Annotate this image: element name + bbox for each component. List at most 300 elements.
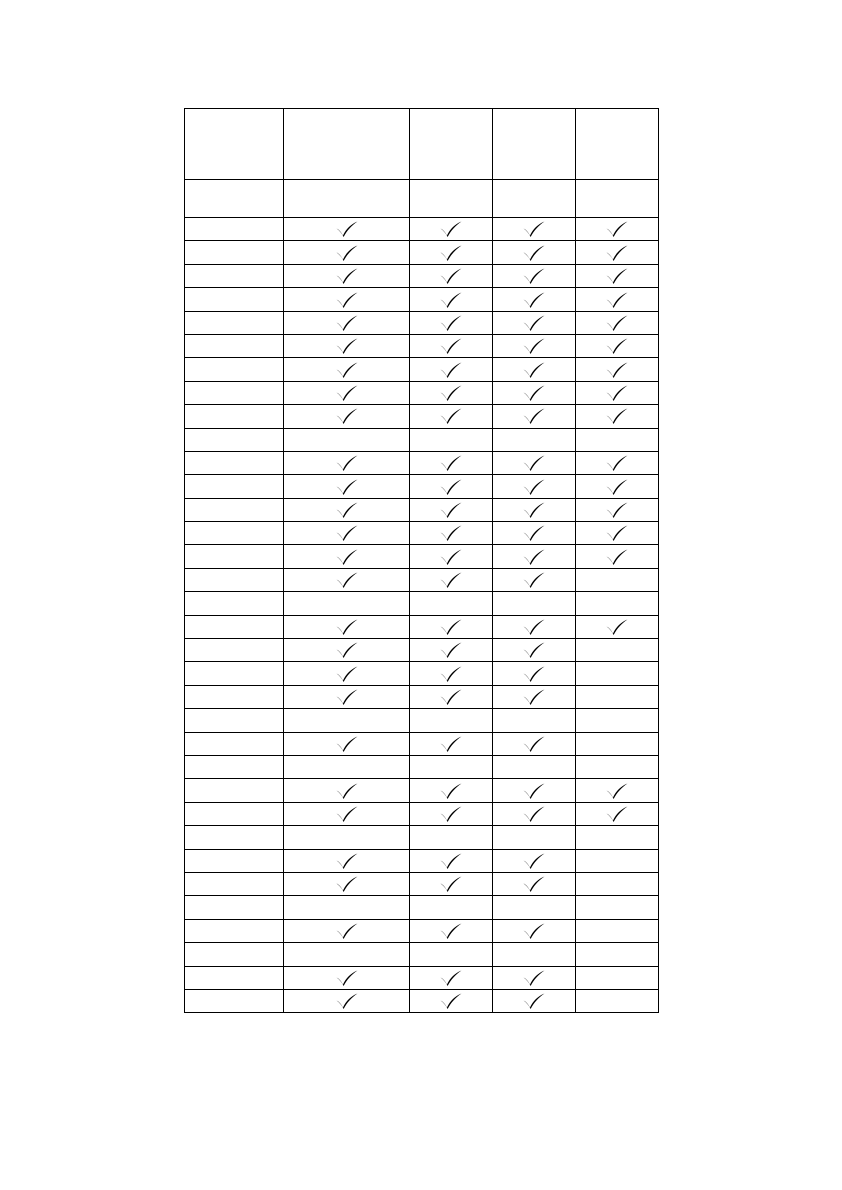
row-label (185, 264, 284, 287)
check-cell (284, 639, 410, 662)
check-cell (493, 732, 576, 755)
checkmark-icon (522, 501, 546, 519)
row-label (185, 568, 284, 591)
check-cell (410, 498, 493, 521)
row-label (185, 685, 284, 708)
check-cell (493, 428, 576, 451)
checklist-table (184, 108, 659, 1013)
row-label (185, 405, 284, 428)
checkmark-icon (439, 407, 463, 425)
table-row (185, 896, 659, 919)
checkmark-icon (335, 571, 359, 589)
header-row-cell (284, 109, 410, 180)
checkmark-icon (335, 805, 359, 823)
check-cell (410, 709, 493, 732)
subheader-row-cell (576, 180, 659, 218)
check-cell (493, 545, 576, 568)
check-cell (493, 966, 576, 989)
checkmark-icon (522, 291, 546, 309)
table-row (185, 662, 659, 685)
checkmark-icon (522, 735, 546, 753)
check-cell (284, 592, 410, 615)
table-row (185, 615, 659, 638)
checkmark-icon (439, 384, 463, 402)
checkmark-icon (522, 688, 546, 706)
checkmark-icon (522, 454, 546, 472)
checkmark-icon (335, 267, 359, 285)
checkmark-icon (439, 548, 463, 566)
table-row (185, 755, 659, 778)
check-cell (410, 849, 493, 872)
check-cell (284, 849, 410, 872)
check-cell (284, 428, 410, 451)
row-label (185, 662, 284, 685)
check-cell (493, 592, 576, 615)
check-cell (493, 381, 576, 404)
checkmark-icon (605, 291, 629, 309)
check-cell (493, 779, 576, 802)
check-cell (284, 568, 410, 591)
check-cell (576, 685, 659, 708)
check-cell (576, 966, 659, 989)
checkmark-icon (335, 384, 359, 402)
checkmark-icon (605, 361, 629, 379)
row-label (185, 989, 284, 1012)
check-cell (576, 919, 659, 942)
table-row (185, 592, 659, 615)
table-row (185, 919, 659, 942)
check-cell (493, 358, 576, 381)
table-row (185, 545, 659, 568)
checkmark-icon (439, 267, 463, 285)
row-label (185, 872, 284, 895)
table-row (185, 685, 659, 708)
check-cell (493, 568, 576, 591)
row-label (185, 311, 284, 334)
checkmark-icon (335, 524, 359, 542)
check-cell (493, 522, 576, 545)
checkmark-icon (335, 735, 359, 753)
check-cell (576, 241, 659, 264)
check-cell (493, 615, 576, 638)
check-cell (284, 779, 410, 802)
checkmark-icon (522, 805, 546, 823)
checkmark-icon (335, 337, 359, 355)
checkmark-icon (335, 641, 359, 659)
check-cell (284, 334, 410, 357)
checkmark-icon (605, 337, 629, 355)
row-label (185, 592, 284, 615)
check-cell (284, 755, 410, 778)
checkmark-icon (335, 688, 359, 706)
check-cell (576, 732, 659, 755)
check-cell (410, 451, 493, 474)
check-cell (576, 405, 659, 428)
check-cell (493, 872, 576, 895)
row-label (185, 358, 284, 381)
checkmark-icon (439, 571, 463, 589)
checkmark-icon (439, 805, 463, 823)
checkmark-icon (522, 618, 546, 636)
table-row (185, 872, 659, 895)
checkmark-icon (335, 852, 359, 870)
check-cell (410, 358, 493, 381)
row-label (185, 966, 284, 989)
check-cell (493, 802, 576, 825)
header-row-cell (576, 109, 659, 180)
checkmark-icon (439, 220, 463, 238)
checkmark-icon (605, 267, 629, 285)
checkmark-icon (605, 478, 629, 496)
check-cell (284, 311, 410, 334)
check-cell (410, 334, 493, 357)
checkmark-icon (335, 454, 359, 472)
checkmark-icon (605, 314, 629, 332)
check-cell (576, 522, 659, 545)
check-cell (410, 779, 493, 802)
check-cell (576, 872, 659, 895)
check-cell (576, 755, 659, 778)
check-cell (284, 685, 410, 708)
checkmark-icon (439, 992, 463, 1010)
check-cell (576, 943, 659, 966)
check-cell (493, 943, 576, 966)
check-cell (493, 288, 576, 311)
check-cell (493, 849, 576, 872)
checkmark-icon (605, 220, 629, 238)
checkmark-icon (522, 220, 546, 238)
row-label (185, 755, 284, 778)
check-cell (493, 311, 576, 334)
row-label (185, 522, 284, 545)
checkmark-icon (522, 478, 546, 496)
table-row (185, 311, 659, 334)
checkmark-icon (439, 501, 463, 519)
check-cell (576, 428, 659, 451)
table-row (185, 568, 659, 591)
check-cell (576, 802, 659, 825)
table-row (185, 334, 659, 357)
check-cell (284, 218, 410, 241)
table-row (185, 218, 659, 241)
checkmark-icon (439, 735, 463, 753)
check-cell (410, 919, 493, 942)
check-cell (493, 241, 576, 264)
checkmark-icon (522, 524, 546, 542)
check-cell (284, 241, 410, 264)
check-cell (493, 639, 576, 662)
checkmark-icon (335, 407, 359, 425)
row-label (185, 451, 284, 474)
row-label (185, 802, 284, 825)
check-cell (410, 475, 493, 498)
checkmark-icon (335, 875, 359, 893)
check-cell (410, 592, 493, 615)
subheader-row-cell (493, 180, 576, 218)
checkmark-icon (439, 314, 463, 332)
check-cell (493, 475, 576, 498)
checkmark-icon (439, 969, 463, 987)
check-cell (576, 662, 659, 685)
check-cell (410, 288, 493, 311)
table-row (185, 288, 659, 311)
checkmark-icon (522, 782, 546, 800)
check-cell (493, 498, 576, 521)
checkmark-icon (335, 548, 359, 566)
checkmark-icon (439, 337, 463, 355)
row-label (185, 826, 284, 849)
table-row (185, 943, 659, 966)
checkmark-icon (439, 875, 463, 893)
checkmark-icon (335, 478, 359, 496)
row-label (185, 639, 284, 662)
check-cell (576, 264, 659, 287)
checkmark-icon (605, 501, 629, 519)
check-cell (576, 498, 659, 521)
check-cell (410, 662, 493, 685)
checkmark-icon (335, 618, 359, 636)
table-row (185, 779, 659, 802)
check-cell (576, 288, 659, 311)
check-cell (493, 989, 576, 1012)
check-cell (284, 802, 410, 825)
check-cell (284, 522, 410, 545)
check-cell (576, 475, 659, 498)
check-cell (576, 849, 659, 872)
row-label (185, 241, 284, 264)
checkmark-icon (522, 852, 546, 870)
header-row (185, 109, 659, 180)
table-row (185, 732, 659, 755)
row-label (185, 849, 284, 872)
checkmark-icon (522, 267, 546, 285)
checkmark-icon (522, 384, 546, 402)
check-cell (284, 896, 410, 919)
row-label (185, 428, 284, 451)
subheader-row-cell (284, 180, 410, 218)
check-cell (284, 288, 410, 311)
checkmark-icon (439, 244, 463, 262)
check-cell (410, 241, 493, 264)
checkmark-icon (605, 524, 629, 542)
check-cell (576, 568, 659, 591)
checkmark-icon (522, 641, 546, 659)
checkmark-icon (335, 992, 359, 1010)
header-row-cell (185, 109, 284, 180)
check-cell (493, 709, 576, 732)
checkmark-icon (605, 244, 629, 262)
checkmark-icon (439, 291, 463, 309)
check-cell (493, 919, 576, 942)
checkmark-icon (335, 314, 359, 332)
row-label (185, 615, 284, 638)
check-cell (493, 685, 576, 708)
check-cell (410, 264, 493, 287)
checkmark-icon (335, 220, 359, 238)
checkmark-icon (522, 407, 546, 425)
check-cell (284, 732, 410, 755)
check-cell (410, 685, 493, 708)
table-row (185, 522, 659, 545)
checkmark-icon (522, 969, 546, 987)
checkmark-icon (335, 665, 359, 683)
check-cell (410, 732, 493, 755)
check-cell (493, 451, 576, 474)
checkmark-icon (605, 782, 629, 800)
checkmark-icon (439, 852, 463, 870)
check-cell (410, 428, 493, 451)
row-label (185, 943, 284, 966)
row-label (185, 475, 284, 498)
table-row (185, 826, 659, 849)
check-cell (493, 264, 576, 287)
check-cell (410, 615, 493, 638)
check-cell (576, 311, 659, 334)
row-label (185, 334, 284, 357)
check-cell (284, 475, 410, 498)
check-cell (576, 639, 659, 662)
checkmark-icon (522, 571, 546, 589)
check-cell (284, 966, 410, 989)
table-row (185, 802, 659, 825)
check-cell (284, 943, 410, 966)
checkmark-icon (439, 665, 463, 683)
check-cell (284, 358, 410, 381)
checkmark-icon (439, 478, 463, 496)
checkmark-icon (522, 361, 546, 379)
checkmark-icon (335, 782, 359, 800)
checkmark-icon (605, 805, 629, 823)
check-cell (493, 896, 576, 919)
checkmark-icon (605, 407, 629, 425)
table-row (185, 358, 659, 381)
check-cell (493, 218, 576, 241)
check-cell (576, 381, 659, 404)
checkmark-icon (335, 969, 359, 987)
check-cell (284, 381, 410, 404)
check-cell (576, 358, 659, 381)
check-cell (493, 755, 576, 778)
check-cell (410, 568, 493, 591)
checkmark-icon (335, 361, 359, 379)
checkmark-icon (605, 548, 629, 566)
check-cell (284, 545, 410, 568)
check-cell (493, 662, 576, 685)
table-row (185, 639, 659, 662)
check-cell (410, 872, 493, 895)
check-cell (576, 615, 659, 638)
check-cell (284, 989, 410, 1012)
row-label (185, 288, 284, 311)
checkmark-icon (522, 244, 546, 262)
checkmark-icon (335, 922, 359, 940)
check-cell (284, 662, 410, 685)
checkmark-icon (522, 875, 546, 893)
check-cell (576, 896, 659, 919)
checkmark-icon (335, 501, 359, 519)
checkmark-icon (439, 782, 463, 800)
checkmark-icon (522, 992, 546, 1010)
row-label (185, 709, 284, 732)
check-cell (410, 943, 493, 966)
check-cell (576, 826, 659, 849)
checkmark-icon (439, 922, 463, 940)
checkmark-icon (335, 291, 359, 309)
subheader-row (185, 180, 659, 218)
table-row (185, 989, 659, 1012)
check-cell (410, 896, 493, 919)
check-cell (284, 709, 410, 732)
check-cell (576, 709, 659, 732)
checkmark-icon (439, 524, 463, 542)
checkmark-icon (605, 384, 629, 402)
check-cell (493, 826, 576, 849)
check-cell (410, 545, 493, 568)
table-row (185, 405, 659, 428)
check-cell (284, 451, 410, 474)
check-cell (576, 592, 659, 615)
check-cell (284, 872, 410, 895)
checkmark-icon (522, 548, 546, 566)
subheader-row-cell (410, 180, 493, 218)
checkmark-icon (439, 641, 463, 659)
checkmark-icon (439, 618, 463, 636)
table-row (185, 498, 659, 521)
checkmark-icon (439, 361, 463, 379)
table-row (185, 709, 659, 732)
checklist-table-body (185, 109, 659, 1013)
check-cell (576, 451, 659, 474)
checkmark-icon (522, 337, 546, 355)
check-cell (576, 989, 659, 1012)
row-label (185, 779, 284, 802)
check-cell (284, 264, 410, 287)
table-row (185, 475, 659, 498)
table-row (185, 849, 659, 872)
checkmark-icon (335, 244, 359, 262)
checkmark-icon (522, 665, 546, 683)
check-cell (284, 919, 410, 942)
check-cell (284, 826, 410, 849)
check-cell (576, 545, 659, 568)
table-row (185, 381, 659, 404)
check-cell (284, 615, 410, 638)
subheader-row-cell (185, 180, 284, 218)
check-cell (410, 989, 493, 1012)
check-cell (410, 311, 493, 334)
check-cell (284, 498, 410, 521)
check-cell (410, 966, 493, 989)
table-row (185, 966, 659, 989)
checkmark-icon (605, 618, 629, 636)
row-label (185, 218, 284, 241)
checkmark-icon (605, 454, 629, 472)
row-label (185, 545, 284, 568)
checkmark-icon (439, 454, 463, 472)
check-cell (410, 826, 493, 849)
row-label (185, 732, 284, 755)
check-cell (410, 405, 493, 428)
check-cell (410, 381, 493, 404)
row-label (185, 381, 284, 404)
check-cell (410, 755, 493, 778)
check-cell (410, 218, 493, 241)
table-row (185, 428, 659, 451)
check-cell (493, 334, 576, 357)
row-label (185, 919, 284, 942)
check-cell (493, 405, 576, 428)
checkmark-icon (522, 922, 546, 940)
